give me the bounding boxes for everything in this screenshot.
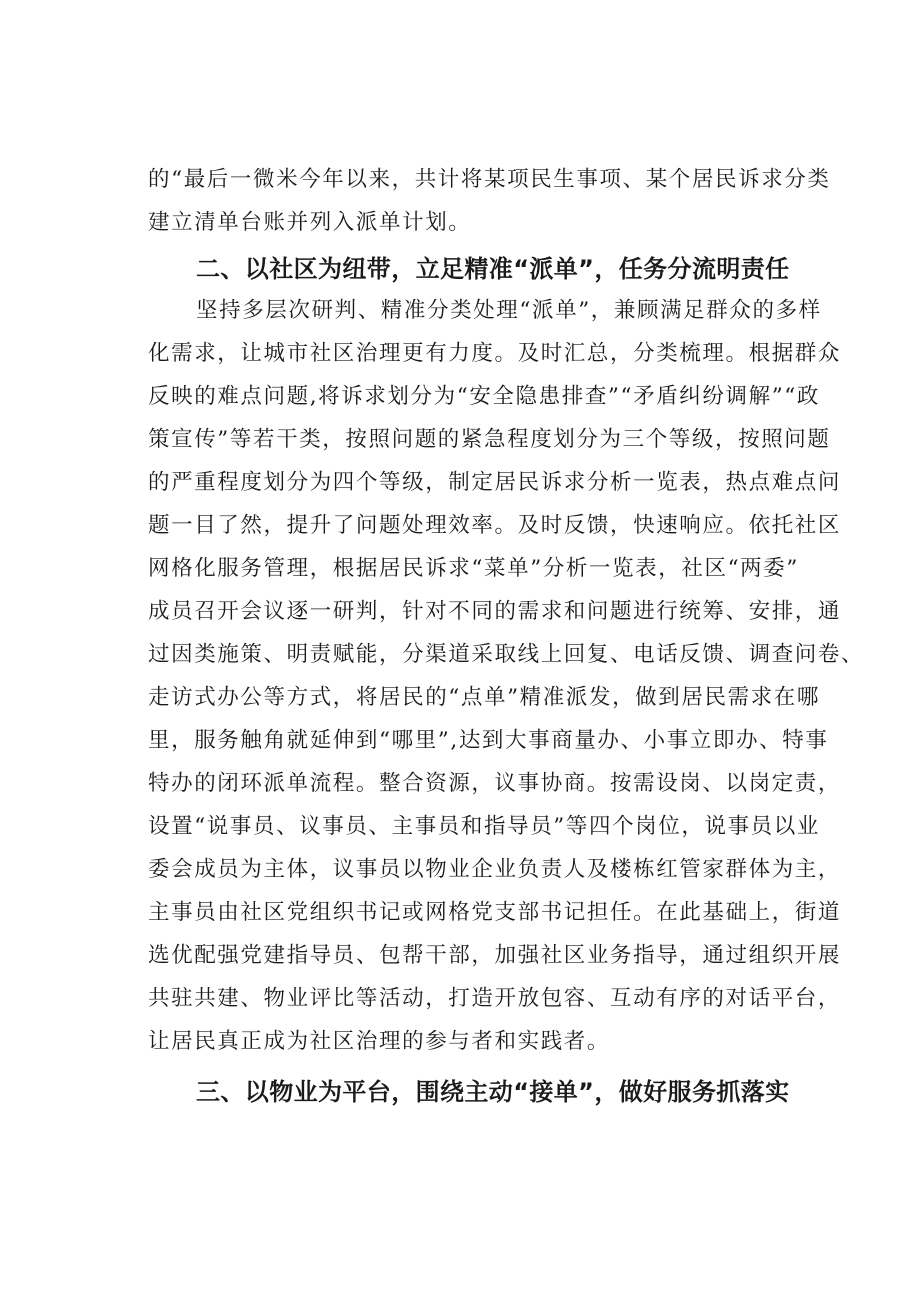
paragraph-line: 委会成员为主体，议事员以物业企业负责人及楼栋红管家群体为主，	[148, 857, 842, 882]
paragraph-line: 成员召开会议逐一研判，针对不同的需求和问题进行统筹、安排，通	[148, 599, 842, 624]
paragraph-line: 网格化服务管理，根据居民诉求“菜单”分析一览表，社区“两委”	[148, 556, 799, 581]
paragraph-line: 坚持多层次研判、精准分类处理“派单”，兼顾满足群众的多样	[196, 298, 822, 323]
paragraph-line: 的严重程度划分为四个等级，制定居民诉求分析一览表，热点难点问	[148, 470, 842, 495]
section-heading: 三、以物业为平台，围绕主动“接单”，做好服务抓落实	[196, 1078, 790, 1106]
paragraph-line: 建立清单台账并列入派单计划。	[148, 210, 472, 235]
paragraph-line: 策宣传”等若干类，按照问题的紧急程度划分为三个等级，按照问题	[148, 427, 831, 452]
paragraph-line: 特办的闭环派单流程。整合资源，议事协商。按需设岗、以岗定责，	[148, 771, 842, 796]
paragraph-line: 选优配强党建指导员、包帮干部，加强社区业务指导，通过组织开展	[148, 943, 842, 968]
paragraph-line: 主事员由社区党组织书记或网格党支部书记担任。在此基础上，街道	[148, 900, 842, 925]
paragraph-line: 的“最后一微米今年以来，共计将某项民生事项、某个居民诉求分类	[148, 167, 831, 192]
paragraph-line: 让居民真正成为社区治理的参与者和实践者。	[148, 1029, 611, 1054]
paragraph-line: 共驻共建、物业评比等活动，打造开放包容、互动有序的对话平台，	[148, 986, 842, 1011]
paragraph-line: 反映的难点问题,将诉求划分为“安全隐患排查”“矛盾纠纷调解”“政	[148, 384, 820, 409]
paragraph-line: 里，服务触角就延伸到“哪里”,达到大事商量办、小事立即办、特事	[148, 728, 829, 753]
paragraph-line: 题一目了然，提升了问题处理效率。及时反馈，快速响应。依托社区	[148, 513, 842, 538]
section-heading: 二、以社区为纽带，立足精准“派单”，任务分流明责任	[196, 255, 790, 283]
paragraph-line: 走访式办公等方式，将居民的“点单”精准派发，做到居民需求在哪	[148, 685, 820, 710]
paragraph-line: 设置“说事员、议事员、主事员和指导员”等四个岗位，说事员以业	[148, 814, 820, 839]
paragraph-line: 过因类施策、明责赋能，分渠道采取线上回复、电话反馈、调查问卷、	[148, 642, 865, 667]
paragraph-line: 化需求，让城市社区治理更有力度。及时汇总，分类梳理。根据群众	[148, 341, 842, 366]
